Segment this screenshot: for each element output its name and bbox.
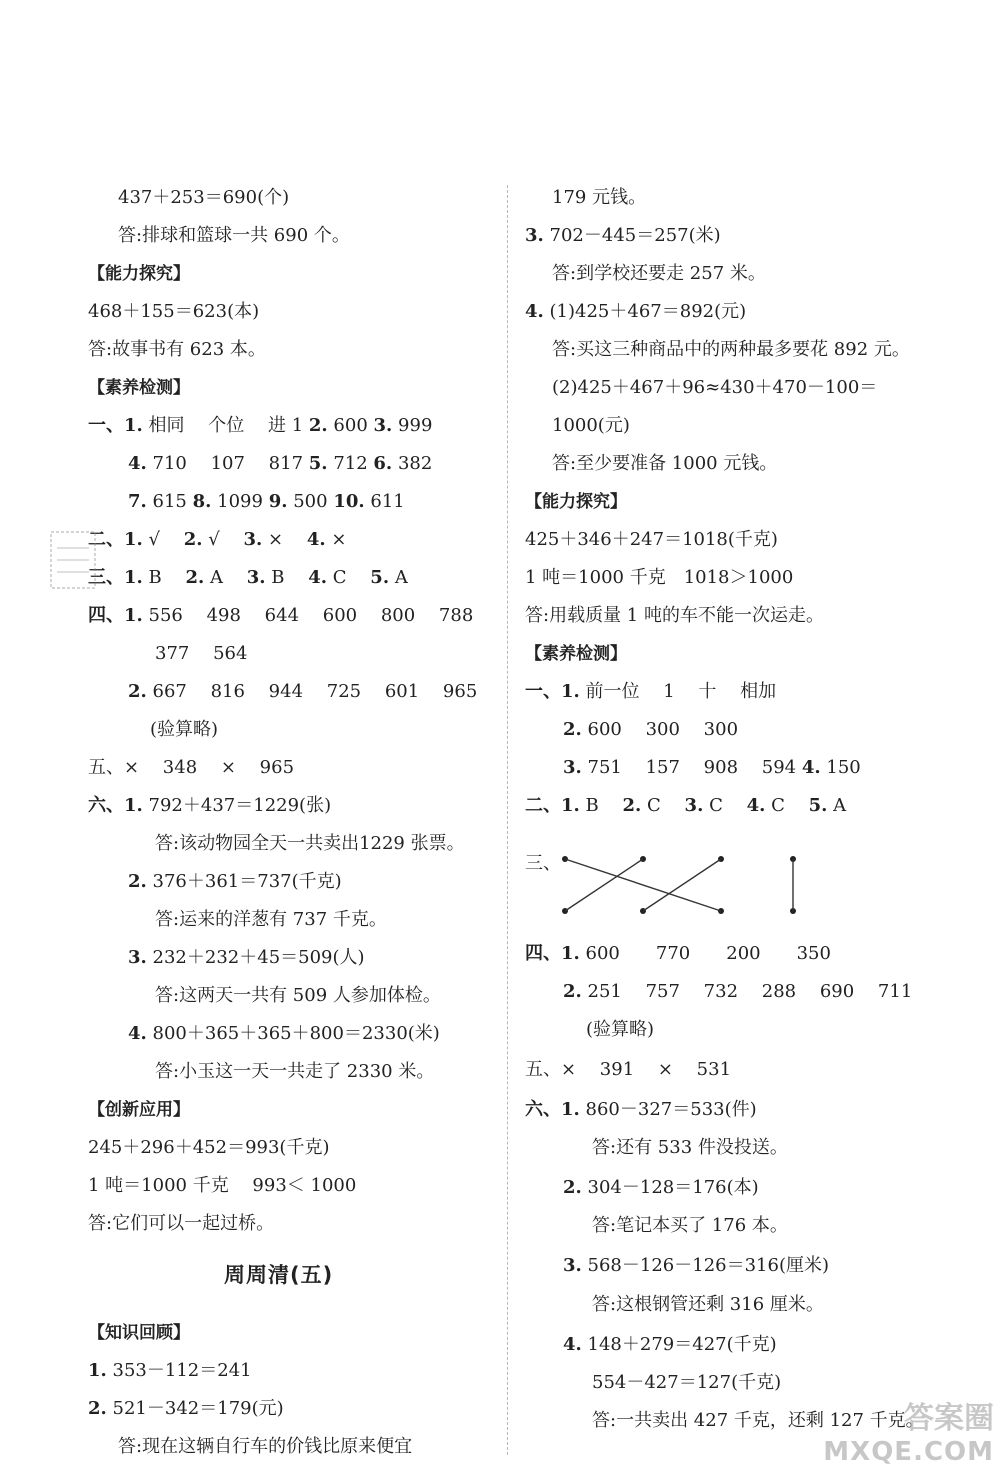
match-line xyxy=(643,859,721,911)
item-number: 2. xyxy=(563,719,582,740)
answer-row xyxy=(128,679,477,705)
answer-text: C xyxy=(332,567,365,588)
answer-line: 答:这两天一共有 509 人参加体检。 xyxy=(155,985,441,1006)
item-number: 一、1. xyxy=(88,415,143,436)
answer-text: C xyxy=(709,795,741,816)
answer-line: 答:这根钢管还剩 316 厘米。 xyxy=(592,1294,824,1315)
answer-line: 179 元钱。 xyxy=(552,187,647,208)
item-number: 6. xyxy=(373,453,393,474)
watermark-text: MXQE.COM xyxy=(823,1437,994,1467)
equation-text: 702－445＝257(米) xyxy=(549,225,721,246)
answer-row xyxy=(128,451,432,477)
equation-text: 353－112＝241 xyxy=(112,1360,252,1381)
answer-text: 710 107 817 xyxy=(152,453,304,474)
equation-text: 376＋361＝737(千克) xyxy=(152,871,342,892)
answer-line: 答:还有 533 件没投送。 xyxy=(592,1137,788,1158)
item-number: 3. xyxy=(243,529,263,550)
answer-text: √ xyxy=(208,529,238,550)
item-number: 3. xyxy=(373,415,393,436)
item-number: 3. xyxy=(525,225,544,246)
item-number: 2. xyxy=(563,981,582,1002)
equation-text: 232＋232＋45＝509(人) xyxy=(152,947,365,968)
item-number: 9. xyxy=(268,491,288,512)
item-number: 3. xyxy=(563,1255,582,1276)
matching-lines-diagram xyxy=(557,853,807,923)
answer-text: B xyxy=(148,567,180,588)
equation-text: 860－327＝533(件) xyxy=(585,1099,757,1120)
item-number: 4. xyxy=(563,1334,582,1355)
item-number: 4. xyxy=(746,795,766,816)
answer-text: 150 xyxy=(826,757,861,778)
note-line: (验算略) xyxy=(150,719,219,740)
item-number: 一、1. xyxy=(525,681,580,702)
answer-text: 251 757 732 288 690 711 xyxy=(587,981,913,1002)
answer-text: 667 816 944 725 601 965 xyxy=(152,681,478,702)
answer-row: 三、 xyxy=(525,853,561,874)
answer-row xyxy=(525,299,746,325)
item-number: 4. xyxy=(128,1023,147,1044)
answer-text: × xyxy=(268,529,302,550)
item-number: 2. xyxy=(308,415,328,436)
answer-row xyxy=(128,945,365,971)
answer-line: 答:用载质量 1 吨的车不能一次运走。 xyxy=(525,605,824,626)
answer-row: 377 564 xyxy=(155,643,248,664)
answer-line: 答:故事书有 623 本。 xyxy=(88,339,266,360)
item-number: 5. xyxy=(808,795,828,816)
equation-line: 437＋253＝690(个) xyxy=(118,187,290,208)
equation-line: 468＋155＝623(本) xyxy=(88,301,260,322)
answer-row xyxy=(88,1396,284,1422)
answer-text: 600 xyxy=(333,415,368,436)
answer-text: C xyxy=(647,795,679,816)
answer-text: 382 xyxy=(397,453,433,474)
answer-line: 答:至少要准备 1000 元钱。 xyxy=(552,453,778,474)
equation-text: 800＋365＋365＋800＝2330(米) xyxy=(152,1023,440,1044)
answer-text: 相同 个位 进 1 xyxy=(148,415,304,436)
equation-line: 1000(元) xyxy=(552,415,630,436)
answer-text: 712 xyxy=(333,453,368,474)
match-line xyxy=(565,859,721,911)
item-number: 六、1. xyxy=(88,795,143,816)
answer-row xyxy=(88,527,346,553)
equation-line: 245＋296＋452＝993(千克) xyxy=(88,1137,330,1158)
item-number: 8. xyxy=(192,491,212,512)
answer-text: A xyxy=(210,567,242,588)
item-number: 2. xyxy=(128,871,147,892)
answer-text: 500 xyxy=(293,491,328,512)
answer-text: √ xyxy=(148,529,179,550)
answer-line: 答:运来的洋葱有 737 千克。 xyxy=(155,909,387,930)
faded-stamp-icon xyxy=(47,528,99,592)
item-number: 2. xyxy=(185,567,205,588)
section-heading: 【能力探究】 xyxy=(88,264,190,284)
answer-text: 615 xyxy=(152,491,187,512)
item-number: 2. xyxy=(563,1177,582,1198)
answer-row xyxy=(563,1175,759,1201)
item-number: 四、1. xyxy=(525,943,580,964)
answer-row: 五、× 391 × 531 xyxy=(525,1059,732,1080)
answer-text: 600 770 200 350 xyxy=(585,943,831,964)
answer-text: 999 xyxy=(398,415,433,436)
answer-text: B xyxy=(271,567,309,588)
answer-row xyxy=(88,565,408,591)
equation-text: 792＋437＝1229(张) xyxy=(148,795,332,816)
item-number: 二、1. xyxy=(88,529,143,550)
answer-line: 答:一共卖出 427 千克，还剩 127 千克。 xyxy=(592,1410,924,1431)
item-number: 5. xyxy=(370,567,390,588)
item-number: 2. xyxy=(183,529,203,550)
section-heading: 【能力探究】 xyxy=(525,492,627,512)
answer-line: 答:它们可以一起过桥。 xyxy=(88,1213,275,1234)
item-number: 1. xyxy=(88,1360,107,1381)
item-number: 六、1. xyxy=(525,1099,580,1120)
answer-row xyxy=(525,793,846,819)
item-number: 3. xyxy=(684,795,704,816)
item-number: 2. xyxy=(88,1398,107,1419)
equation-line: (2)425＋467＋96≈430＋470－100＝ xyxy=(552,377,878,398)
answer-row: 五、× 348 × 965 xyxy=(88,757,295,778)
match-line xyxy=(565,859,643,911)
answer-row xyxy=(128,489,405,515)
item-number: 3. xyxy=(128,947,147,968)
equation-text: 304－128＝176(本) xyxy=(587,1177,759,1198)
answer-row xyxy=(525,679,776,705)
answer-row xyxy=(88,1358,252,1384)
answer-row xyxy=(563,979,912,1005)
equation-text: (1)425＋467＝892(元) xyxy=(549,301,747,322)
answer-line: 答:排球和篮球一共 690 个。 xyxy=(118,225,350,246)
item-number: 三、1. xyxy=(88,567,143,588)
note-line: (验算略) xyxy=(586,1019,655,1040)
item-number: 3. xyxy=(246,567,266,588)
item-number: 2. xyxy=(128,681,147,702)
section-heading: 【知识回顾】 xyxy=(88,1323,190,1343)
item-number: 2. xyxy=(622,795,642,816)
answer-row xyxy=(128,869,342,895)
section-heading: 【素养检测】 xyxy=(525,644,627,664)
answer-text: 611 xyxy=(370,491,405,512)
answer-text: A xyxy=(394,567,408,588)
item-number: 四、1. xyxy=(88,605,143,626)
answer-text: A xyxy=(833,795,847,816)
answer-text: C xyxy=(771,795,803,816)
answer-text: 600 300 300 xyxy=(587,719,739,740)
equation-text: 521－342＝179(元) xyxy=(112,1398,284,1419)
watermark xyxy=(823,1393,994,1467)
answer-text: 556 498 644 600 800 788 xyxy=(148,605,474,626)
item-number: 4. xyxy=(128,453,147,474)
equation-line: 1 吨＝1000 千克 1018＞1000 xyxy=(525,567,794,588)
answer-line: 答:买这三种商品中的两种最多要花 892 元。 xyxy=(552,339,910,360)
item-number: 10. xyxy=(333,491,365,512)
item-number: 7. xyxy=(128,491,147,512)
item-number: 4. xyxy=(306,529,326,550)
equation-line: 425＋346＋247＝1018(千克) xyxy=(525,529,778,550)
answer-line: 答:笔记本买了 176 本。 xyxy=(592,1215,788,1236)
answer-row xyxy=(88,793,331,819)
item-number: 5. xyxy=(308,453,328,474)
equation-text: 148＋279＝427(千克) xyxy=(587,1334,777,1355)
answer-row xyxy=(563,1332,777,1358)
column-divider xyxy=(507,185,509,1455)
section-heading: 【素养检测】 xyxy=(88,378,190,398)
answer-row xyxy=(525,223,721,249)
equation-line: 1 吨＝1000 千克 993＜ 1000 xyxy=(88,1175,357,1196)
item-number: 4. xyxy=(525,301,544,322)
answer-row xyxy=(563,717,738,743)
answer-row xyxy=(88,413,432,439)
answer-row xyxy=(563,1253,829,1279)
answer-text: × xyxy=(331,529,347,550)
answer-text: 1099 xyxy=(217,491,263,512)
answer-row xyxy=(128,1021,440,1047)
watermark-logo: 答案圈 xyxy=(904,1401,994,1436)
answer-text: B xyxy=(585,795,617,816)
answer-line: 答:小玉这一天一共走了 2330 米。 xyxy=(155,1061,435,1082)
item-number: 二、1. xyxy=(525,795,580,816)
answer-row xyxy=(525,941,831,967)
equation-text: 568－126－126＝316(厘米) xyxy=(587,1255,830,1276)
page-title: 周周清(五) xyxy=(224,1263,334,1287)
item-number: 4. xyxy=(308,567,328,588)
answer-text: 前一位 1 十 相加 xyxy=(585,681,777,702)
answer-row xyxy=(88,603,473,629)
answer-line: 答:到学校还要走 257 米。 xyxy=(552,263,766,284)
answer-line: 答:现在这辆自行车的价钱比原来便宜 xyxy=(118,1436,413,1457)
answer-row xyxy=(525,1097,757,1123)
section-heading: 【创新应用】 xyxy=(88,1100,190,1120)
answer-row xyxy=(563,755,861,781)
answer-text: 751 157 908 594 xyxy=(587,757,797,778)
equation-line: 554－427＝127(千克) xyxy=(592,1372,782,1393)
answer-line: 答:该动物园全天一共卖出1229 张票。 xyxy=(155,833,465,854)
item-number: 4. xyxy=(801,757,821,778)
item-number: 3. xyxy=(563,757,582,778)
